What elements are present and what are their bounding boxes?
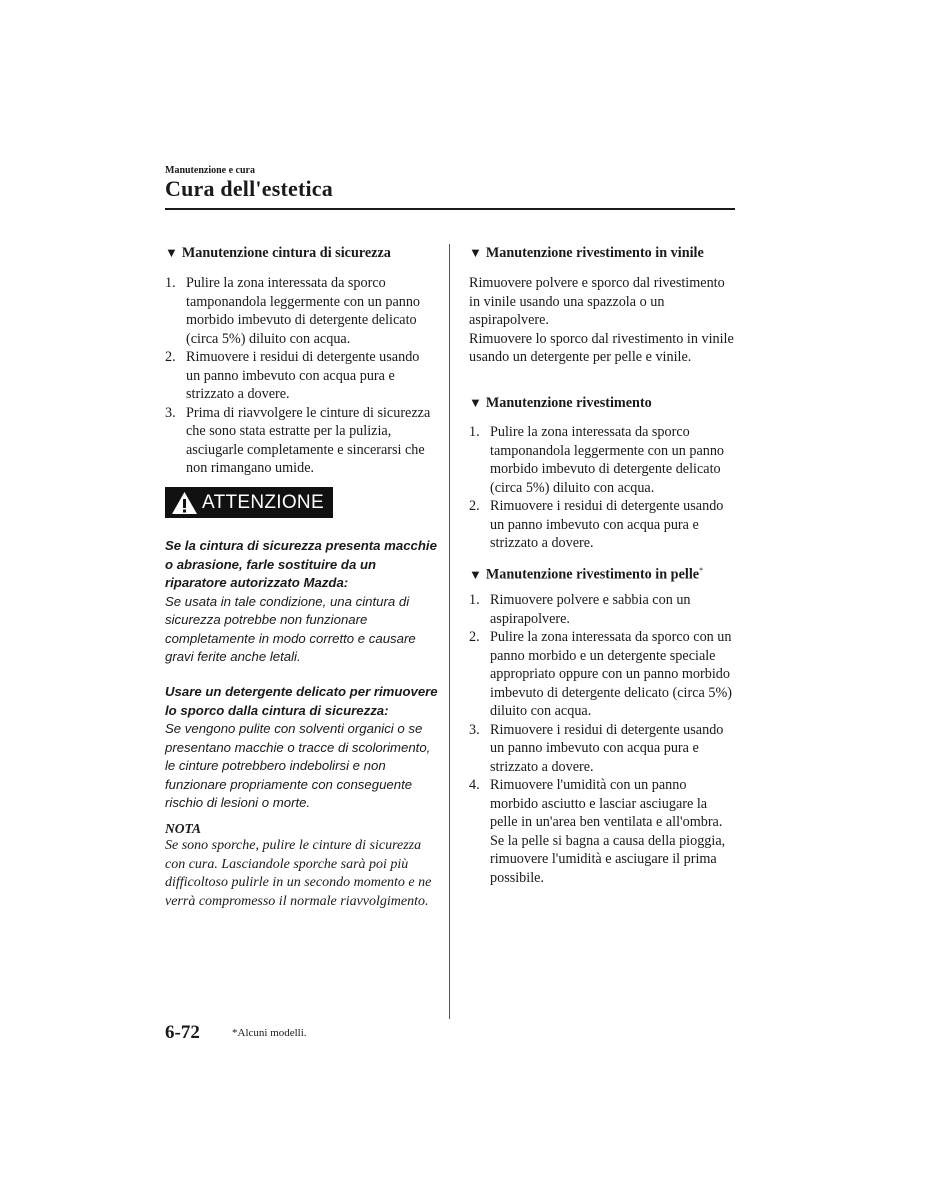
warning-block-2 <box>165 683 440 813</box>
step-text: Pulire la zona interessata da sporco con un panno morbido e un detergente speciale appropriato oppure con un panno morbido imbevuto di detergente delicato (circa 5%) diluito con acqua. <box>490 629 733 719</box>
trim-steps-list <box>469 423 737 553</box>
warning-body: Se usata in tale condizione, una cintura di sicurezza potrebbe non funzionare completamente in modo corretto e causare gravi ferite anche letali. <box>165 593 416 664</box>
note-body: Se sono sporche, pulire le cinture di sicurezza con cura. Lasciandole sporche sarà poi più difficoltoso pulirle in un secondo momento e ne verrà compromesso il normale riavvolgimento. <box>165 838 432 909</box>
step-number: 3. <box>469 721 480 738</box>
list-item <box>165 348 435 404</box>
step-text: Prima di riavvolgere le cinture di sicurezza che sono stata estratte per la pulizia, asciugarle completamente e sincerarsi che non rimangano umide. <box>186 404 431 476</box>
step-number: 2. <box>165 349 176 365</box>
step-text: Rimuovere i residui di detergente usando un panno imbevuto con acqua pura e strizzato a dovere. <box>490 498 724 551</box>
list-item <box>469 591 737 628</box>
warning-body: Se vengono pulite con solventi organici o se presentano macchie o tracce di scolorimento, le cinture potrebbero indebolirsi e non funzionare propriamente con conseguente rischio di lesioni o morte. <box>165 721 431 810</box>
step-number: 1. <box>469 592 480 608</box>
triangle-marker-icon: ▼ <box>469 245 482 260</box>
vinyl-heading-text: Manutenzione rivestimento in vinile <box>485 245 704 261</box>
step-number: 2. <box>469 498 480 514</box>
trim-heading <box>469 394 652 412</box>
section-label: Manutenzione e cura <box>165 165 255 176</box>
trim-heading-text: Manutenzione rivestimento <box>485 395 652 411</box>
step-text: Pulire la zona interessata da sporco tamponandola leggermente con un panno morbido imbevuto di detergente delicato (circa 5%) diluito con acqua. <box>490 424 725 496</box>
note-block <box>165 821 440 911</box>
list-item <box>165 274 435 348</box>
list-item <box>469 628 737 721</box>
step-number: 1. <box>469 424 480 440</box>
vinyl-paragraph-1: Rimuovere polvere e sporco dal rivestimento in vinile usando una spazzola o un aspirapolvere. <box>469 275 725 328</box>
page-number: 6-72 <box>165 1022 200 1043</box>
vinyl-paragraph-2: Rimuovere lo sporco dal rivestimento in vinile usando un detergente per pelle e vinile. <box>469 330 734 365</box>
step-number: 4. <box>469 777 480 793</box>
step-number: 3. <box>165 404 176 421</box>
warning-block-1 <box>165 537 440 667</box>
vinyl-heading <box>469 244 704 262</box>
warning-title: Usare un detergente delicato per rimuovere lo sporco dalla cintura di sicurezza: <box>165 684 438 718</box>
belt-steps-list <box>165 274 435 478</box>
leather-heading <box>469 562 703 584</box>
footnote-mark: * <box>699 566 704 575</box>
page-title: Cura dell'estetica <box>165 176 333 201</box>
leather-steps-list <box>469 591 737 887</box>
vinyl-text <box>469 274 737 367</box>
warning-title: Se la cintura di sicurezza presenta macchie o abrasione, farle sostituire da un riparatore autorizzato Mazda: <box>165 538 437 590</box>
title-rule <box>165 208 735 210</box>
step-text: Rimuovere i residui di detergente usando un panno imbevuto con acqua pura e strizzato a dovere. <box>490 721 724 775</box>
warning-triangle-icon <box>171 491 198 515</box>
triangle-marker-icon: ▼ <box>469 566 482 582</box>
step-text: Rimuovere l'umidità con un panno morbido asciutto e lasciar asciugare la pelle in un'area ben ventilata e all'ombra. Se la pelle si bagna a causa della pioggia, rimuovere l'umidità e asciugare il prima possibile. <box>490 777 726 886</box>
list-item <box>469 423 737 497</box>
step-text: Pulire la zona interessata da sporco tamponandola leggermente con un panno morbido imbevuto di detergente delicato (circa 5%) diluito con acqua. <box>186 275 421 347</box>
step-text: Rimuovere polvere e sabbia con un aspirapolvere. <box>490 592 691 627</box>
column-divider <box>449 244 450 1019</box>
note-label: NOTA <box>165 821 202 836</box>
list-item <box>469 721 737 777</box>
leather-heading-text: Manutenzione rivestimento in pelle <box>485 566 700 583</box>
list-item <box>469 776 737 887</box>
belt-heading-text: Manutenzione cintura di sicurezza <box>181 245 391 261</box>
list-item <box>469 497 737 553</box>
warning-banner <box>165 487 333 518</box>
footnote: *Alcuni modelli. <box>232 1027 307 1039</box>
list-item <box>165 404 435 478</box>
belt-heading <box>165 244 391 262</box>
triangle-marker-icon: ▼ <box>165 245 178 260</box>
step-number: 1. <box>165 275 176 291</box>
triangle-marker-icon: ▼ <box>469 395 482 410</box>
warning-label: ATTENZIONE <box>202 491 324 513</box>
step-number: 2. <box>469 629 480 645</box>
step-text: Rimuovere i residui di detergente usando un panno imbevuto con acqua pura e strizzato a dovere. <box>186 349 420 402</box>
